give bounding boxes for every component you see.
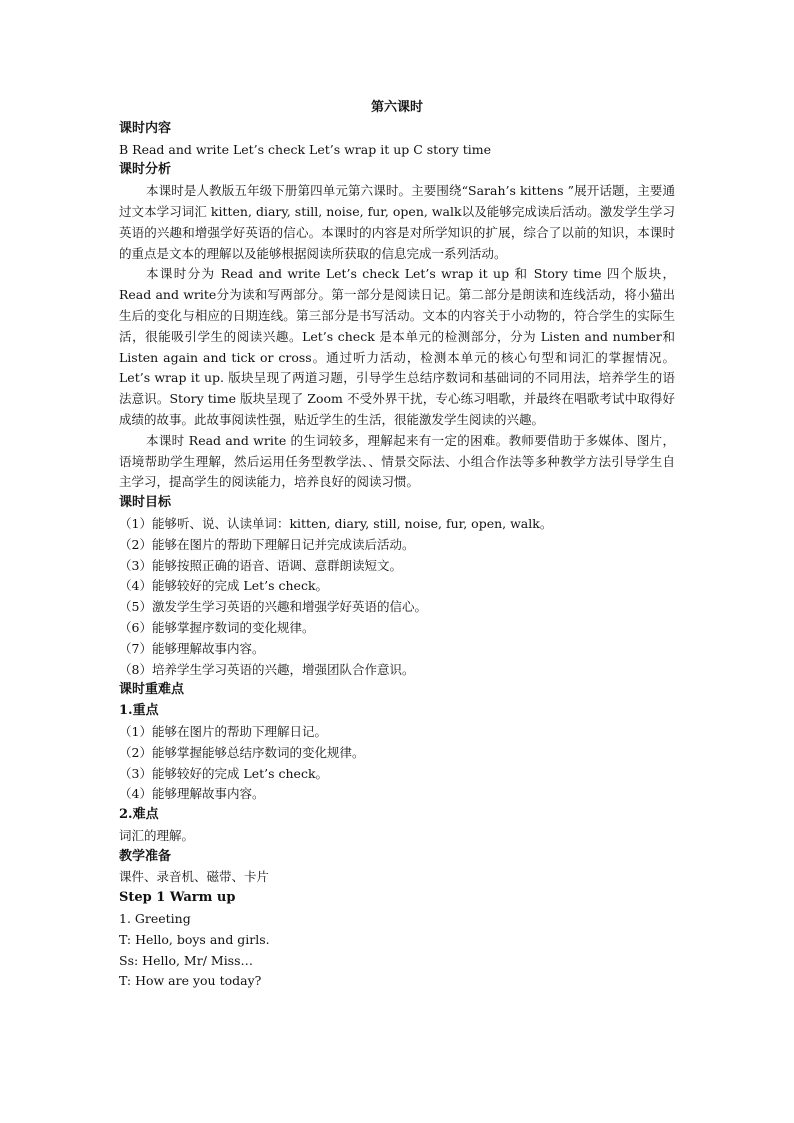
goal-item: （1）能够听、说、认读单词：kitten, diary, still, noise, fur, open, walk。 bbox=[119, 515, 553, 531]
prep-heading: 教学准备 bbox=[119, 848, 172, 864]
key-point-item: （4）能够理解故事内容。 bbox=[119, 786, 265, 802]
analysis-paragraph-2: 本课时分为 Read and write Let’s check Let’s wrap it up 和 Story time 四个版块，Read and write分为读和写两部分。第一部分是阅读日记。第二部分是朗读和连线活动，将小猫出生后的变化与相应的日期连线。第三部分是书写活动。文本的内容关于小动物的，符合学生的实际生活，很能吸引学生的阅读兴趣。Let’s check 是本单元的检测部分，分为 Listen and number和 Listen again and tick or cross。通过听力活动，检测本单元的核心句型和词汇的掌握情况。Let’s wrap it up. 版块呈现了两道习题，引导学生总结序数词和基础词的不同用法，培养学生的语法意识。Story time 版块呈现了 Zoom 不受外界干扰，专心练习唱歌，并最终在唱歌考试中取得好成绩的故事。此故事阅读性强，贴近学生的生活，很能激发学生阅读的兴趣。 bbox=[119, 266, 675, 427]
goals-heading: 课时目标 bbox=[119, 495, 172, 511]
goal-item: （8）培养学生学习英语的兴趣，增强团队合作意识。 bbox=[119, 661, 415, 677]
difficult-sub-heading: 2.难点 bbox=[119, 807, 159, 823]
step-line: T: Hello, boys and girls. bbox=[119, 931, 270, 947]
analysis-paragraph-3: 本课时 Read and write 的生词较多，理解起来有一定的困难。教师要借助于多媒体、图片，语境帮助学生理解，然后运用任务型教学法、、情景交际法、小组合作法等多种教学方法引导学生自主学习，提高学生的阅读能力，培养良好的阅读习惯。 bbox=[119, 432, 675, 490]
content-heading: 课时内容 bbox=[119, 120, 172, 136]
difficult-text: 词汇的理解。 bbox=[119, 827, 195, 843]
goal-item: （2）能够在图片的帮助下理解日记并完成读后活动。 bbox=[119, 536, 415, 552]
key-point-item: （2）能够掌握能够总结序数词的变化规律。 bbox=[119, 744, 365, 760]
goal-item: （3）能够按照正确的语音、语调、意群朗读短文。 bbox=[119, 557, 402, 573]
goal-item: （6）能够掌握序数词的变化规律。 bbox=[119, 619, 315, 635]
key-point-item: （1）能够在图片的帮助下理解日记。 bbox=[119, 723, 327, 739]
document-page bbox=[119, 98, 675, 992]
goal-item: （7）能够理解故事内容。 bbox=[119, 640, 265, 656]
step-line: Ss: Hello, Mr/ Miss… bbox=[119, 952, 254, 968]
analysis-paragraph-1: 本课时是人教版五年级下册第四单元第六课时。主要围绕“Sarah’s kittens ”展开话题，主要通过文本学习词汇 kitten, diary, still, noise, fur, open, walk以及能够完成读后活动。激发学生学习英语的兴趣和增强学好英语的信心。本课时的内容是对所学知识的扩展，综合了以前的知识，本课时的重点是文本的理解以及能够根据阅读所获取的信息完成一系列活动。 bbox=[119, 183, 675, 261]
key-point-item: （3）能够较好的完成 Let’s check。 bbox=[119, 765, 329, 781]
page-title: 第六课时 bbox=[370, 100, 423, 115]
prep-text: 课件、录音机、磁带、卡片 bbox=[119, 869, 270, 885]
analysis-heading: 课时分析 bbox=[119, 162, 172, 178]
step-heading: Step 1 Warm up bbox=[119, 890, 236, 906]
key-heading: 课时重难点 bbox=[119, 682, 185, 698]
content-line: B Read and write Let’s check Let’s wrap it up C story time bbox=[119, 141, 492, 157]
step-line: 1. Greeting bbox=[119, 911, 191, 927]
goal-item: （5）激发学生学习英语的兴趣和增强学好英语的信心。 bbox=[119, 599, 427, 615]
goal-item: （4）能够较好的完成 Let’s check。 bbox=[119, 578, 329, 594]
key-sub-heading: 1.重点 bbox=[119, 703, 159, 719]
step-line: T: How are you today? bbox=[119, 973, 262, 989]
